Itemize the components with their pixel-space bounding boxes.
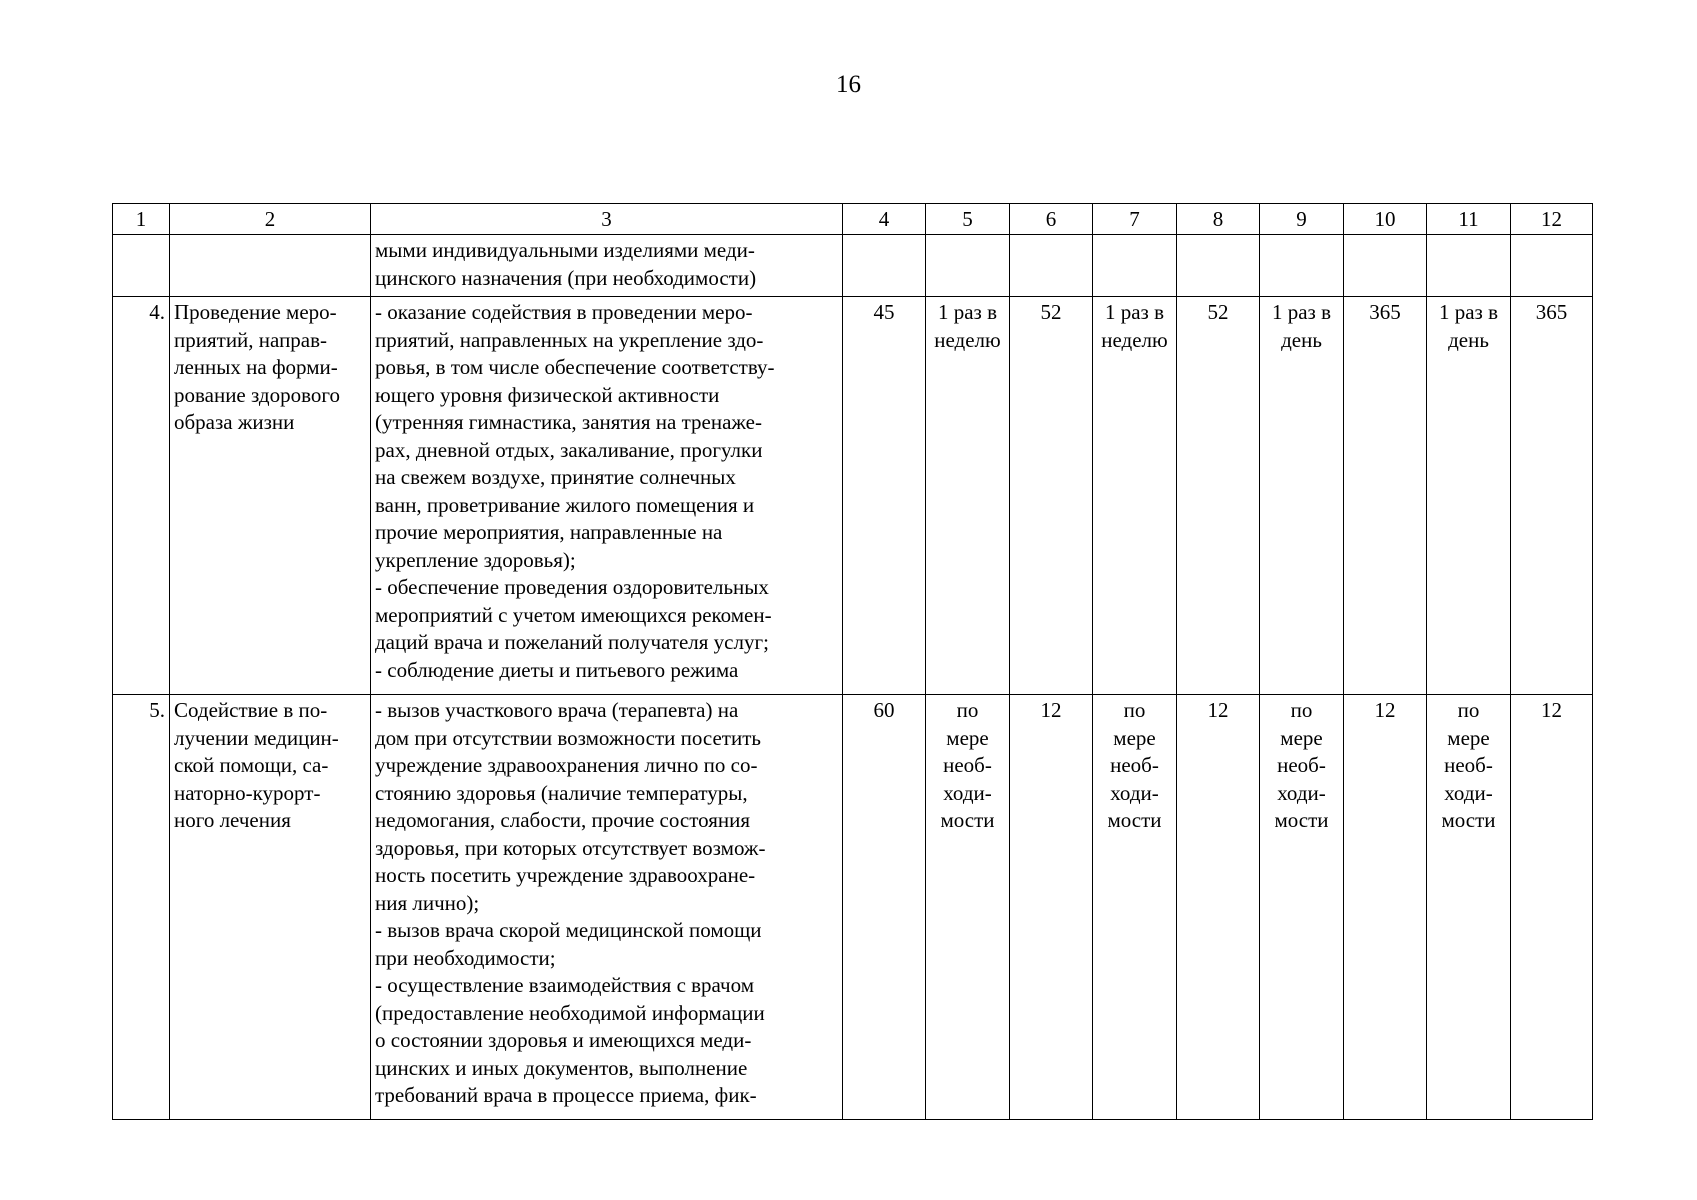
- text-line: по: [1457, 698, 1480, 722]
- value-cell: 52: [1177, 297, 1260, 695]
- text-line: ющего уровня физической активности: [375, 382, 720, 407]
- text-line: недомогания, слабости, прочие состояния: [375, 808, 751, 832]
- text-line: - оказание содействия в проведении меро-: [375, 300, 753, 324]
- column-header: 11: [1427, 204, 1511, 235]
- cell-empty: [926, 235, 1010, 297]
- text-line: ного лечения: [174, 808, 291, 832]
- text-line: стоянию здоровья (наличие температуры,: [375, 780, 748, 805]
- text-line: необ-: [1110, 753, 1159, 777]
- service-description-cell: [371, 297, 843, 695]
- cell-empty: [1427, 235, 1511, 297]
- value-cell: 12: [1344, 695, 1427, 1120]
- column-header: 1: [113, 204, 170, 235]
- text-line: ность посетить учреждение здравоохране-: [375, 863, 756, 887]
- text-line: лучении медицин-: [174, 725, 339, 750]
- column-header: 6: [1010, 204, 1093, 235]
- table-row: [113, 695, 1593, 1120]
- table-row-continuation: [113, 235, 1593, 297]
- text-line: на свежем воздухе, принятие солнечных: [375, 465, 736, 489]
- column-header: 4: [843, 204, 926, 235]
- value-cell: 60: [843, 695, 926, 1120]
- text-line: - обеспечение проведения оздоровительных: [375, 575, 769, 599]
- column-header: 10: [1344, 204, 1427, 235]
- text-line: (предоставление необходимой информации: [375, 1000, 765, 1025]
- frequency-cell: [1427, 297, 1511, 695]
- column-header: 9: [1260, 204, 1344, 235]
- text-line: здоровья, при которых отсутствует возмож-: [375, 835, 766, 860]
- text-line: ходи-: [1110, 780, 1159, 805]
- value-cell: 365: [1511, 297, 1593, 695]
- text-line: даций врача и пожеланий получателя услуг;: [375, 630, 769, 654]
- column-header: 8: [1177, 204, 1260, 235]
- text-line: день: [1448, 327, 1489, 352]
- text-line: учреждение здравоохранения лично по со-: [375, 753, 758, 777]
- text-line: 1 раз в: [1104, 300, 1165, 324]
- column-header: 2: [170, 204, 371, 235]
- text-line: мере: [1280, 725, 1323, 750]
- frequency-cell: [1260, 297, 1344, 695]
- frequency-cell: [926, 695, 1010, 1120]
- frequency-cell: [1427, 695, 1511, 1120]
- column-header: 12: [1511, 204, 1593, 235]
- text-line: ния лично);: [375, 890, 480, 915]
- text-line: наторно-курорт-: [174, 780, 321, 805]
- text-line: - осуществление взаимодействия с врачом: [375, 973, 754, 997]
- text-line: ленных на форми-: [174, 355, 338, 379]
- text-line: Содействие в по-: [174, 698, 328, 722]
- frequency-cell: [1093, 297, 1177, 695]
- text-line: мере: [1113, 725, 1156, 750]
- value-cell: 365: [1344, 297, 1427, 695]
- value-cell: 52: [1010, 297, 1093, 695]
- text-line: ской помощи, са-: [174, 753, 329, 777]
- service-name-cell: [170, 297, 371, 695]
- text-line: ровья, в том числе обеспечение соответству-: [375, 355, 775, 379]
- column-header: 7: [1093, 204, 1177, 235]
- text-line: прочие мероприятия, направленные на: [375, 520, 723, 544]
- text-line: неделю: [934, 327, 1001, 352]
- text-line: ходи-: [1277, 780, 1326, 805]
- text-line: мости: [1107, 808, 1162, 832]
- text-line: мости: [940, 808, 995, 832]
- text-line: день: [1281, 327, 1322, 352]
- cell-empty: [1511, 235, 1593, 297]
- text-line: 1 раз в: [1438, 300, 1499, 324]
- text-line: по: [1123, 698, 1146, 722]
- text-line: мости: [1441, 808, 1496, 832]
- text-line: по: [1290, 698, 1313, 722]
- text-line: рах, дневной отдых, закаливание, прогулки: [375, 437, 763, 462]
- text-line: мере: [1447, 725, 1490, 750]
- frequency-cell: [926, 297, 1010, 695]
- text-line: при необходимости;: [375, 945, 556, 970]
- cell-empty: [170, 235, 371, 297]
- text-line: 1 раз в: [1271, 300, 1332, 324]
- text-line: о состоянии здоровья и имеющихся меди-: [375, 1028, 752, 1052]
- cell-empty: [843, 235, 926, 297]
- text-line: ходи-: [943, 780, 992, 805]
- cell-empty: [113, 235, 170, 297]
- row-number: 5.: [113, 695, 170, 1120]
- row-number: 4.: [113, 297, 170, 695]
- services-table: [112, 203, 1593, 1120]
- table-header-row: [113, 204, 1593, 235]
- cell-empty: [1344, 235, 1427, 297]
- text-line: - соблюдение диеты и питьевого режима: [375, 657, 739, 682]
- cell-empty: [1093, 235, 1177, 297]
- table-row: [113, 297, 1593, 695]
- text-line: по: [956, 698, 979, 722]
- text-line: цинских и иных документов, выполнение: [375, 1055, 748, 1080]
- text-line: мыми индивидуальными изделиями меди-: [375, 238, 755, 262]
- text-line: мероприятий с учетом имеющихся рекомен-: [375, 602, 772, 627]
- text-line: требований врача в процессе приема, фик-: [375, 1083, 757, 1107]
- page-number: 16: [836, 71, 861, 98]
- text-line: ванн, проветривание жилого помещения и: [375, 492, 755, 517]
- text-line: ходи-: [1444, 780, 1493, 805]
- text-line: мости: [1274, 808, 1329, 832]
- text-line: рование здорового: [174, 382, 340, 407]
- text-line: приятий, направ-: [174, 327, 328, 352]
- column-header: 3: [371, 204, 843, 235]
- value-cell: 12: [1177, 695, 1260, 1120]
- text-line: неделю: [1101, 327, 1168, 352]
- text-line: приятий, направленных на укрепление здо-: [375, 327, 764, 352]
- text-line: Проведение меро-: [174, 300, 337, 324]
- text-line: дом при отсутствии возможности посетить: [375, 725, 761, 750]
- text-line: 1 раз в: [937, 300, 998, 324]
- text-line: образа жизни: [174, 410, 295, 434]
- cell-empty: [1260, 235, 1344, 297]
- service-description-cell: [371, 695, 843, 1120]
- frequency-cell: [1260, 695, 1344, 1120]
- text-line: (утренняя гимнастика, занятия на тренаже-: [375, 410, 762, 434]
- text-line: - вызов врача скорой медицинской помощи: [375, 918, 762, 942]
- value-cell: 45: [843, 297, 926, 695]
- service-description-cell: [371, 235, 843, 297]
- text-line: необ-: [1444, 753, 1493, 777]
- value-cell: 12: [1511, 695, 1593, 1120]
- cell-empty: [1010, 235, 1093, 297]
- text-line: укрепление здоровья);: [375, 547, 576, 572]
- frequency-cell: [1093, 695, 1177, 1120]
- text-line: мере: [946, 725, 989, 750]
- text-line: необ-: [943, 753, 992, 777]
- cell-empty: [1177, 235, 1260, 297]
- text-line: цинского назначения (при необходимости): [375, 265, 757, 290]
- text-line: необ-: [1277, 753, 1326, 777]
- text-line: - вызов участкового врача (терапевта) на: [375, 698, 739, 722]
- service-name-cell: [170, 695, 371, 1120]
- column-header: 5: [926, 204, 1010, 235]
- value-cell: 12: [1010, 695, 1093, 1120]
